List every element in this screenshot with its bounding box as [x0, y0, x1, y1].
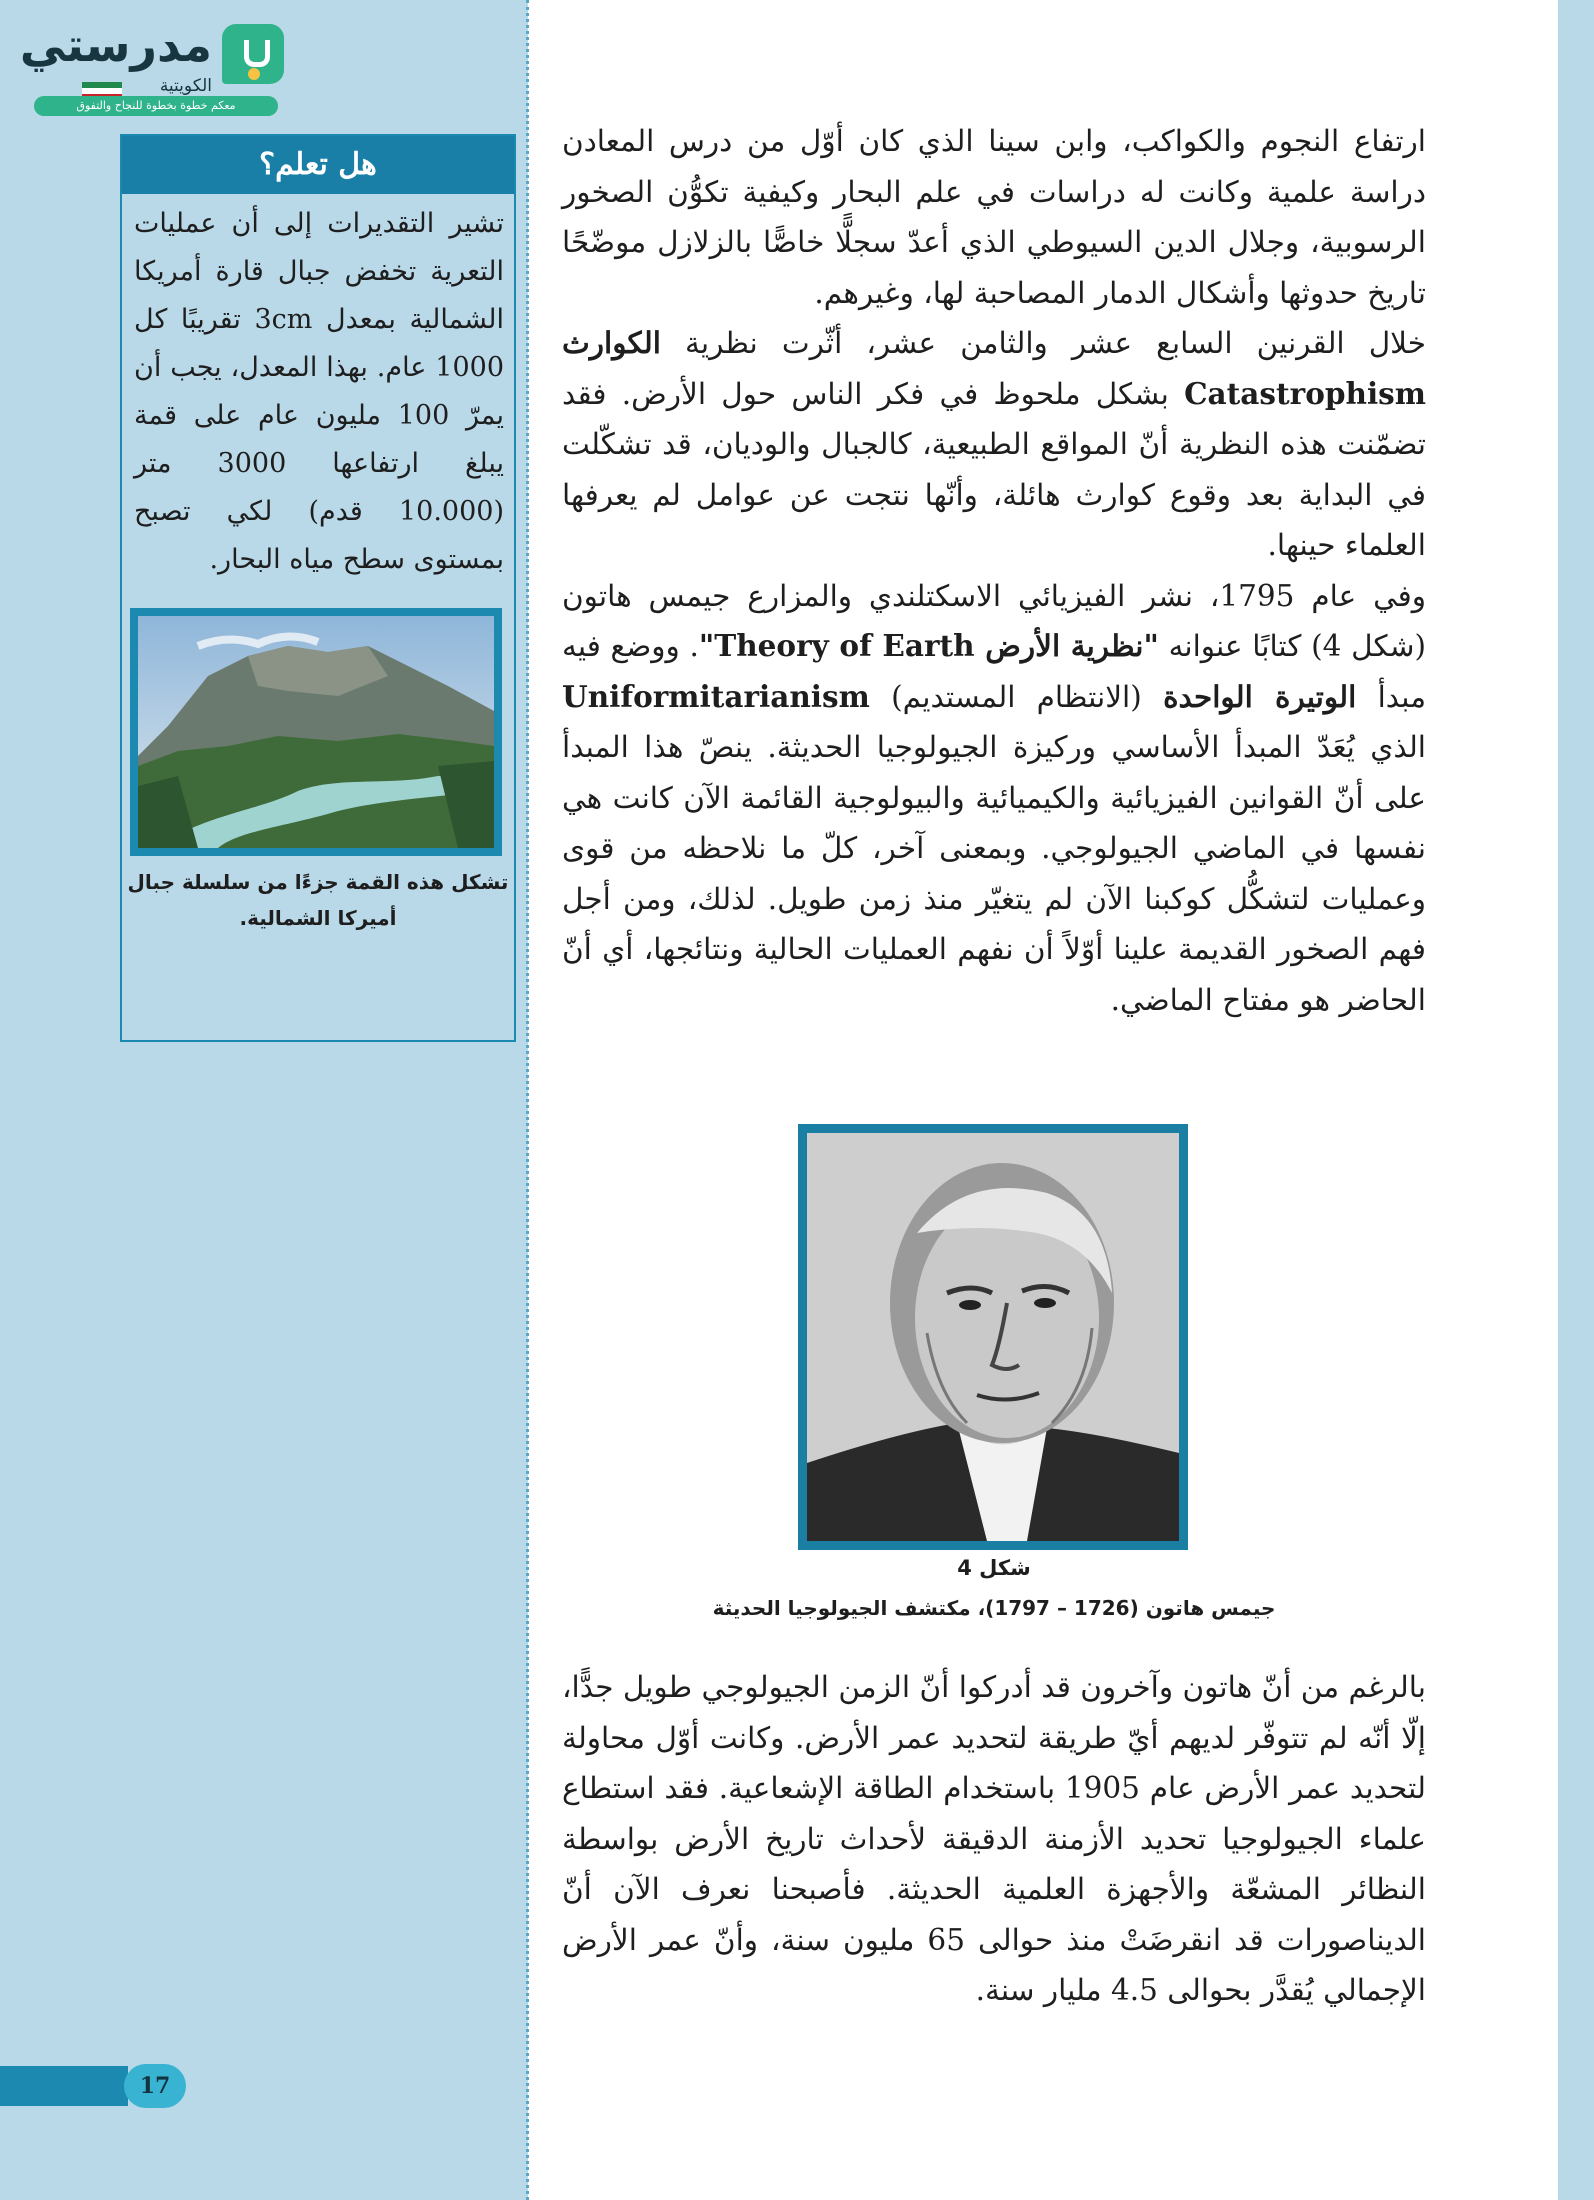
paragraph-1: ارتفاع النجوم والكواكب، وابن سينا الذي كان أوّل من درس المعادن دراسة علمية وكانت له دراسات في علم البحار وكيفية تكوُّن الصخور الرسوبية، وجلال الدين السيوطي الذي أعدّ سجلًّا خاصًّا بالزلازل موضّحًا تاريخ حدوثها وأشكال الدمار المصاحبة لها، وغيرهم.: [562, 124, 1426, 310]
book-title: "نظرية الأرض Theory of Earth": [698, 628, 1159, 663]
portrait-illustration: [807, 1133, 1179, 1541]
figure-caption: جيمس هاتون (1726 – 1797)، مكتشف الجيولوجيا الحديثة: [712, 1596, 1276, 1620]
page-edge-strip: [1558, 0, 1594, 2200]
paragraph-3-mid: . ووضع فيه مبدأ: [562, 629, 1426, 714]
mountain-photo: [130, 608, 502, 856]
uniformity-term: الوتيرة الواحدة: [1163, 678, 1357, 714]
figure-title: شكل 4: [957, 1556, 1031, 1580]
did-you-know-text: تشير التقديرات إلى أن عمليات التعرية تخفض جبال قارة أمريكا الشمالية بمعدل 3cm تقريبًا كل 1000 عام. بهذا المعدل، يجب أن يمرّ 100 مليون عام على قمة يبلغ ارتفاعها 3000 متر (10.000 قدم) لكي تصبح بمستوى سطح مياه البحار.: [134, 208, 505, 575]
paragraph-3-intro: وفي عام 1795، نشر الفيزيائي الاسكتلندي والمزارع جيمس هاتون (شكل 4) كتابًا عنوانه: [562, 578, 1426, 663]
dotted-divider: [526, 0, 529, 2200]
page-number-bar: [0, 2066, 128, 2106]
logo-mark-icon: [222, 24, 284, 84]
paragraph-2-body: بشكل ملحوظ في فكر الناس حول الأرض. فقد تضمّنت هذه النظرية أنّ المواقع الطبيعية، كالجبال والوديان، قد تشكّلت في البداية بعد وقوع كوارث هائلة، وأنّها نتجت عن عوامل لم يعرفها العلماء حينها.: [562, 376, 1426, 562]
did-you-know-title: هل تعلم؟: [122, 136, 514, 194]
uniformity-note: (الانتظام المستديم): [891, 679, 1142, 714]
hutton-portrait: [798, 1124, 1188, 1550]
paragraph-3-body: الذي يُعَدّ المبدأ الأساسي وركيزة الجيولوجيا الحديثة. ينصّ هذا المبدأ على أنّ القوانين الفيزيائية والكيميائية والبيولوجية القائمة الآن كانت هي نفسها في الماضي الجيولوجي. وبمعنى آخر، كلّ ما نلاحظه من قوى وعمليات لتشكُّل كوكبنا الآن لم يتغيّر منذ زمن طويل. لذلك، ومن أجل فهم الصخور القديمة علينا أوّلاً أن نفهم العمليات الحالية ونتائجها، أي أنّ الحاضر هو مفتاح الماضي.: [562, 730, 1426, 1017]
did-you-know-box: [120, 134, 516, 1042]
logo-subtitle: الكويتية: [159, 76, 212, 96]
paragraph-2-intro: خلال القرنين السابع عشر والثامن عشر، أثّرت نظرية: [685, 326, 1426, 360]
uniformitarianism-term: Uniformitarianism: [562, 678, 870, 714]
logo-name: مدرستي: [19, 18, 212, 72]
paragraph-2: [562, 318, 1426, 571]
paragraph-4: بالرغم من أنّ هاتون وآخرون قد أدركوا أنّ الزمن الجيولوجي طويل جدًّا، إلّا أنّه لم تتوفّر لديهم أيّ طريقة لتحديد عمر الأرض. وكانت أوّل محاولة لتحديد عمر الأرض عام 1905 باستخدام الطاقة الإشعاعية. فقد استطاع علماء الجيولوجيا تحديد الأزمنة الدقيقة لأحداث تاريخ الأرض بواسطة النظائر المشعّة والأجهزة العلمية الحديثة. فأصبحنا نعرف الآن أنّ الديناصورات قد انقرضَتْ منذ حوالى 65 مليون سنة، وأنّ عمر الأرض الإجمالي يُقدَّر بحوالى 4.5 مليار سنة.: [562, 1670, 1426, 2007]
brand-logo: [19, 18, 284, 118]
paragraph-3: [562, 571, 1426, 1026]
lower-text: [562, 1662, 1426, 2016]
main-text: [562, 116, 1426, 1025]
page-number: 17: [124, 2064, 186, 2108]
mountain-illustration: [138, 616, 494, 848]
logo-tagline: معكم خطوة بخطوة للنجاح والتفوق: [34, 96, 278, 116]
mountain-caption: تشكل هذه القمة جزءًا من سلسلة جبال أميركا الشمالية.: [127, 870, 509, 930]
catastrophism-term: الكوارث Catastrophism: [562, 325, 1426, 411]
